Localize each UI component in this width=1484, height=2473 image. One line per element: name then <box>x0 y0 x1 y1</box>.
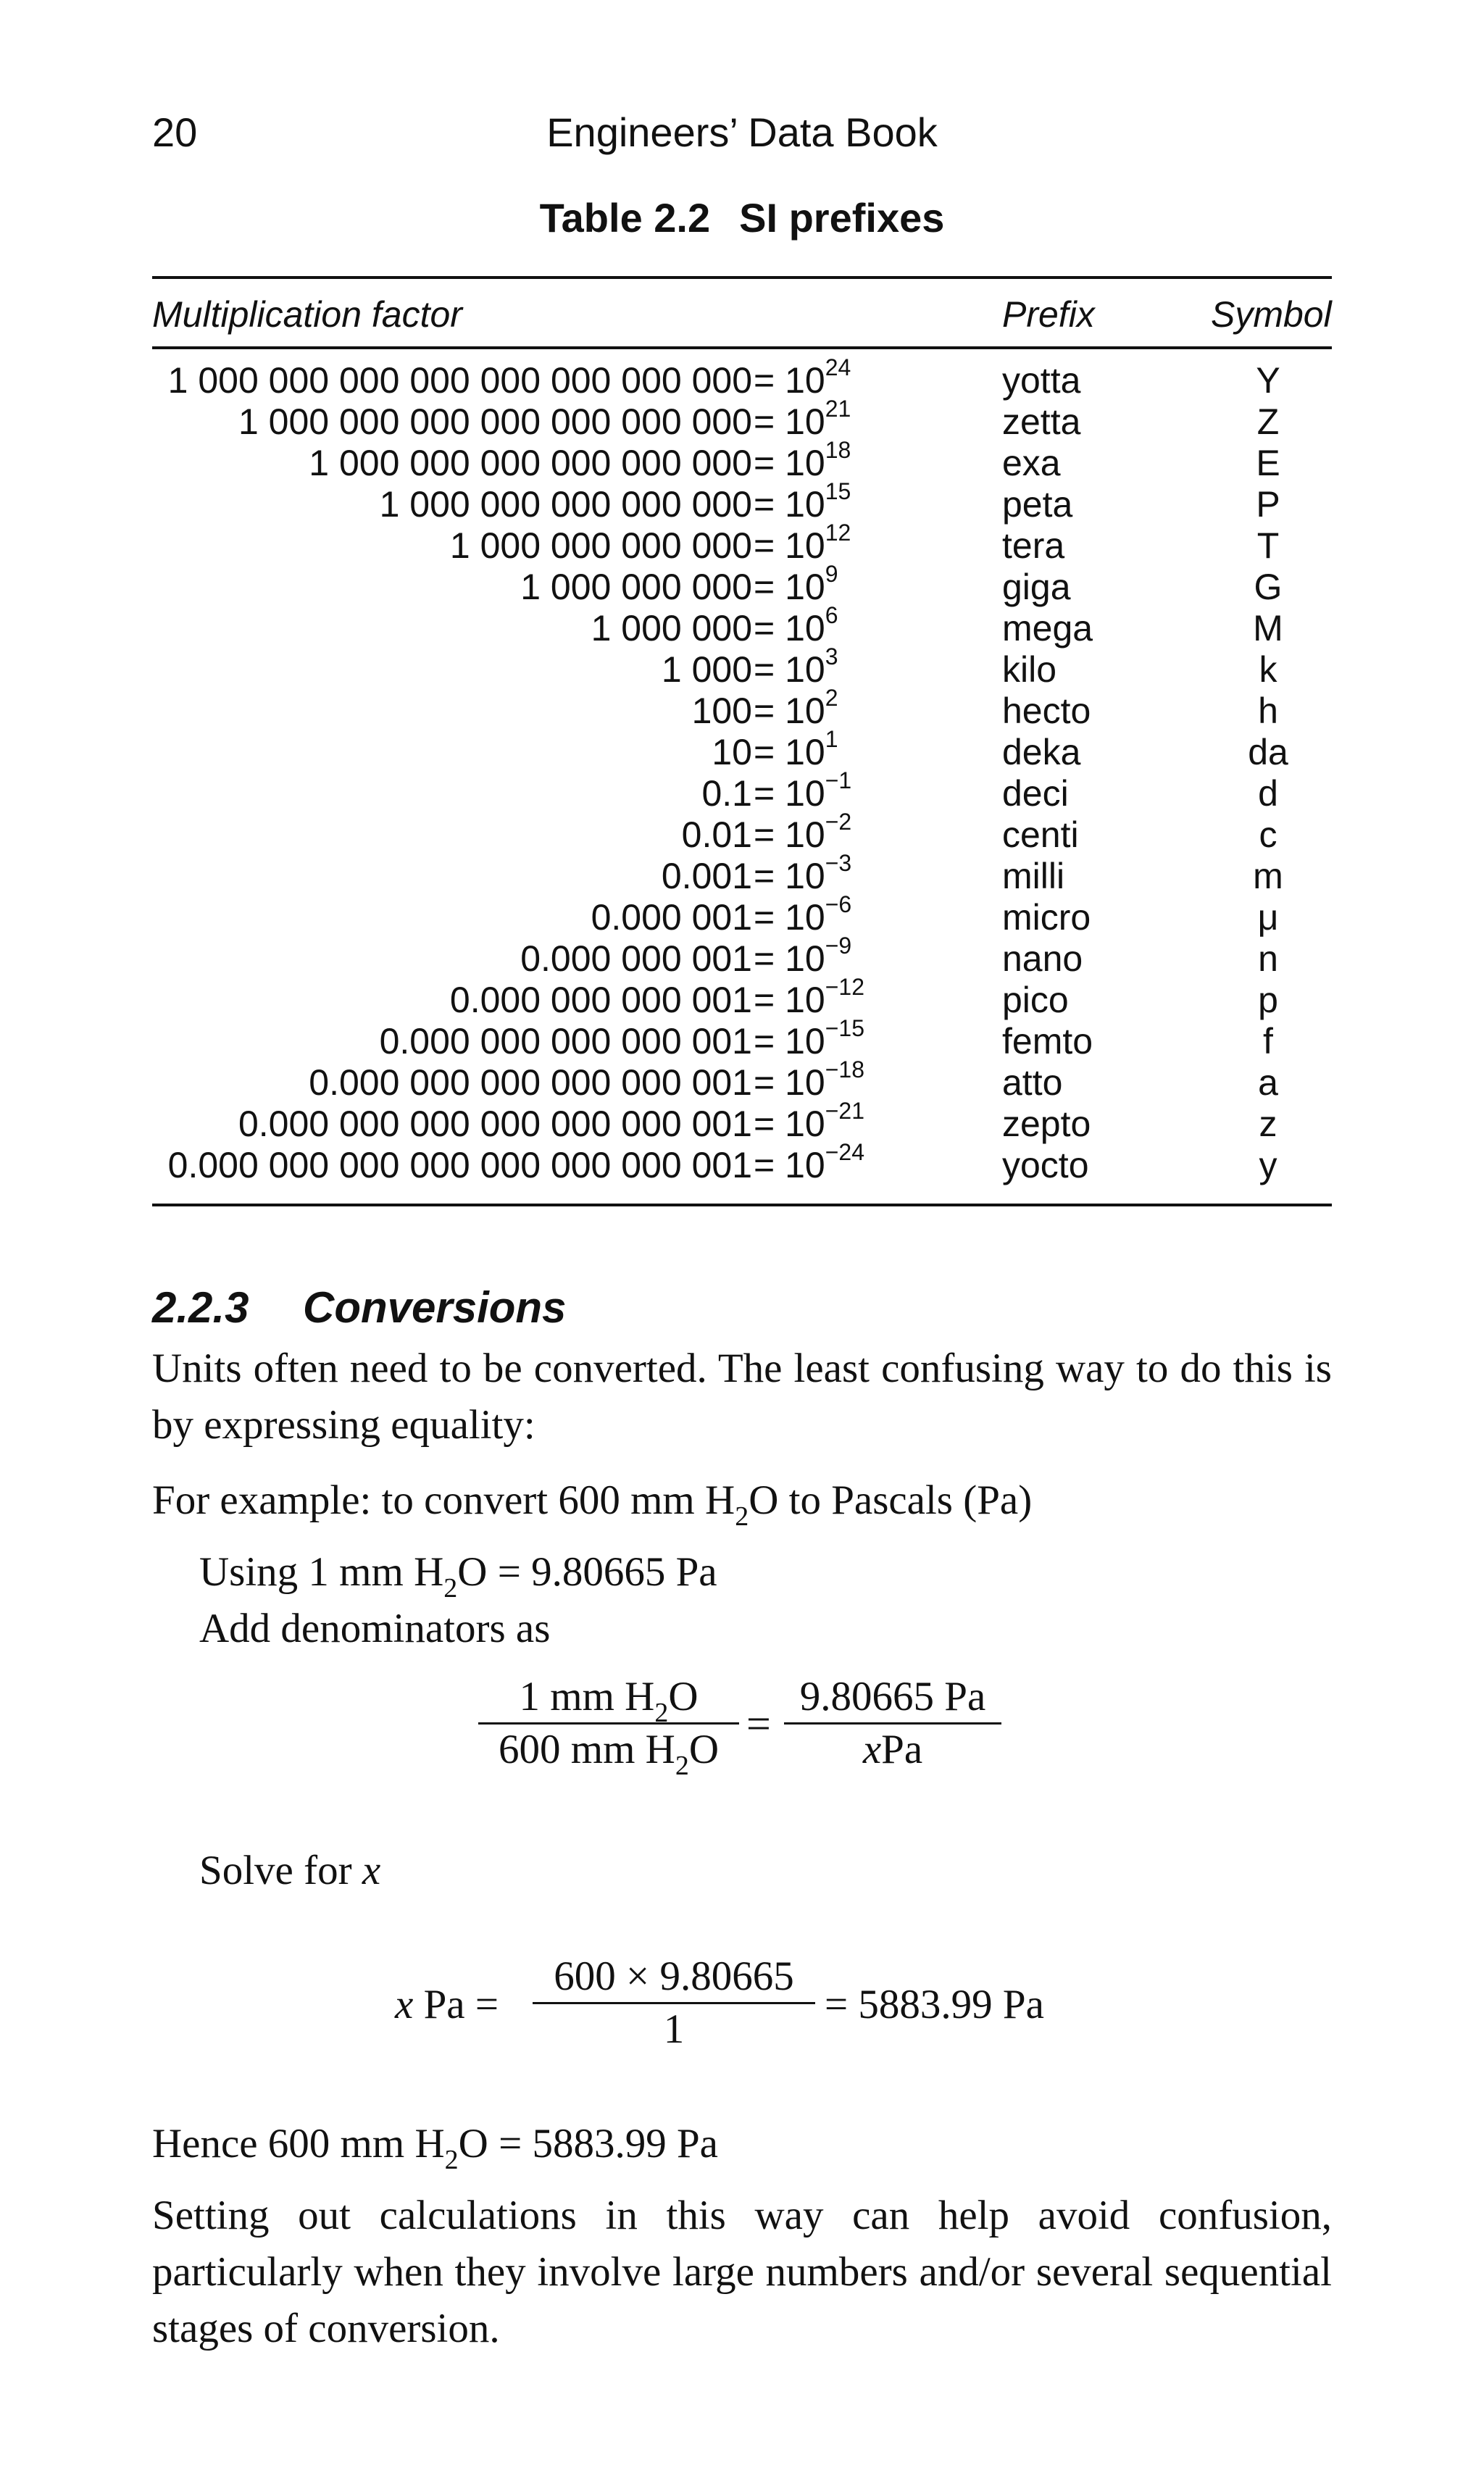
subscript-2: 2 <box>735 1501 749 1532</box>
hence-text-end: O = 5883.99 Pa <box>458 2121 718 2167</box>
section-number: 2.2.3 <box>152 1283 249 1332</box>
row-exponent: 1 <box>825 726 838 753</box>
row-symbol: E <box>1256 443 1280 483</box>
row-symbol: c <box>1259 814 1277 855</box>
table-row <box>0 767 1484 814</box>
section-heading <box>152 1283 566 1333</box>
using-line <box>199 1544 717 1604</box>
row-power: = $10^{18}$ <box>754 437 851 483</box>
equation1-right-denominator: xPa <box>862 1727 923 1772</box>
intro-paragraph: Units often need to be converted. The least confusing way to do this is by expressing equality: <box>152 1346 1332 1448</box>
row-power: = $10^2$ <box>754 685 838 731</box>
table-header-rule <box>152 346 1332 349</box>
row-symbol: n <box>1258 938 1278 979</box>
row-prefix: micro <box>1002 897 1091 938</box>
solve-line <box>199 1843 380 1899</box>
row-factor: 100 <box>691 691 752 731</box>
row-symbol: h <box>1258 691 1278 731</box>
row-power: = $10^{21}$ <box>754 396 851 442</box>
row-power: = $10^{-24}$ <box>754 1139 864 1185</box>
row-power: = $10^{-18}$ <box>754 1056 864 1103</box>
equals-sign: = <box>746 1700 771 1748</box>
row-factor: 0.001 <box>661 856 752 896</box>
row-exponent: −15 <box>825 1015 864 1042</box>
hence-line <box>152 2116 1332 2176</box>
row-factor: 1 000 000 000 000 000 000 <box>309 443 752 483</box>
subscript-2: 2 <box>444 2145 459 2176</box>
row-power: = $10^{12}$ <box>754 520 851 566</box>
table-row <box>0 1139 1484 1186</box>
table-row <box>0 891 1484 938</box>
hence-text-start: Hence 600 mm H <box>152 2121 445 2167</box>
row-factor: 0.000 000 000 000 001 <box>379 1021 752 1062</box>
row-factor: 0.1 <box>701 773 752 814</box>
row-power: = $10^3$ <box>754 643 838 690</box>
example-text-end: O to Pascals (Pa) <box>749 1477 1033 1523</box>
running-header <box>152 109 1332 174</box>
row-prefix: atto <box>1002 1062 1063 1103</box>
equation2-numerator: 600 × 9.80665 <box>554 1953 794 1999</box>
row-factor: 0.000 000 000 000 000 000 000 001 <box>167 1145 752 1185</box>
table-bottom-rule <box>152 1204 1332 1206</box>
column-header-prefix: Prefix <box>1002 294 1095 335</box>
row-power: = $10^{-9}$ <box>754 933 852 979</box>
column-header-factor: Multiplication factor <box>152 294 462 335</box>
row-prefix: pico <box>1002 980 1069 1020</box>
book-title: Engineers’ Data Book <box>546 109 938 155</box>
row-prefix: peta <box>1002 484 1073 525</box>
table-row <box>0 1015 1484 1062</box>
row-symbol: G <box>1254 567 1283 607</box>
row-exponent: −6 <box>825 891 852 918</box>
row-prefix: zetta <box>1002 401 1081 442</box>
table-row <box>0 478 1484 525</box>
row-factor: 0.000 001 <box>591 897 752 938</box>
row-prefix: centi <box>1002 814 1079 855</box>
row-symbol: p <box>1258 980 1278 1020</box>
row-exponent: −9 <box>825 933 852 959</box>
row-symbol: μ <box>1257 897 1279 938</box>
row-factor: 1 000 000 000 000 000 000 000 000 <box>167 360 752 401</box>
table-row <box>0 726 1484 773</box>
add-denominators-line: Add denominators as <box>199 1606 551 1651</box>
row-factor: 1 000 <box>661 649 752 690</box>
table-row <box>0 561 1484 608</box>
equation1-right-fraction <box>784 1672 1001 1775</box>
using-text-start: Using 1 mm H <box>199 1549 444 1595</box>
solve-variable: x <box>362 1848 381 1893</box>
row-exponent: −2 <box>825 809 852 835</box>
row-power: = $10^{-1}$ <box>754 767 852 814</box>
row-factor: 0.000 000 001 <box>520 938 752 979</box>
table-row <box>0 602 1484 649</box>
row-prefix: zepto <box>1002 1104 1091 1144</box>
row-symbol: y <box>1259 1145 1277 1185</box>
using-text-end: O = 9.80665 Pa <box>457 1549 717 1595</box>
table-top-rule <box>152 276 1332 279</box>
si-prefix-table-body <box>0 354 1484 1186</box>
row-exponent: −3 <box>825 850 852 877</box>
row-power: = $10^{-6}$ <box>754 891 852 938</box>
row-power: = $10^9$ <box>754 561 838 607</box>
row-symbol: M <box>1253 608 1283 649</box>
row-exponent: 3 <box>825 643 838 670</box>
row-power: = $10^{24}$ <box>754 354 851 401</box>
row-symbol: z <box>1259 1104 1277 1144</box>
equation2-lhs: x Pa = <box>395 1982 499 2027</box>
row-symbol: Y <box>1256 360 1280 401</box>
row-prefix: giga <box>1002 567 1071 607</box>
row-power: = $10^1$ <box>754 726 838 772</box>
table-row <box>0 643 1484 691</box>
row-symbol: da <box>1248 732 1288 772</box>
example-text-start: For example: to convert 600 mm H <box>152 1477 735 1523</box>
section-title: Conversions <box>303 1283 567 1332</box>
closing-paragraph: Setting out calculations in this way can help avoid confusion, particularly when they involve large numbers and/or several sequential stages of conversion. <box>152 2193 1332 2351</box>
row-prefix: hecto <box>1002 691 1091 731</box>
table-row <box>0 974 1484 1021</box>
row-exponent: −21 <box>825 1098 864 1125</box>
equation1-left-numerator: 1 mm $H_2O$ <box>519 1674 699 1729</box>
row-prefix: yotta <box>1002 360 1081 401</box>
row-exponent: 12 <box>825 520 851 546</box>
page-number: 20 <box>152 109 198 155</box>
row-exponent: 2 <box>825 685 838 712</box>
table-title: SI prefixes <box>739 195 945 241</box>
row-factor: 1 000 000 000 000 000 <box>379 484 752 525</box>
row-symbol: d <box>1258 773 1278 814</box>
row-power: = $10^{-3}$ <box>754 850 852 896</box>
row-exponent: 18 <box>825 437 851 464</box>
table-row <box>0 520 1484 567</box>
table-row <box>0 354 1484 401</box>
row-symbol: k <box>1259 649 1277 690</box>
row-prefix: deci <box>1002 773 1069 814</box>
row-exponent: −12 <box>825 974 864 1001</box>
row-factor: 0.000 000 000 000 000 001 <box>309 1062 752 1103</box>
table-row <box>0 933 1484 980</box>
row-factor: 0.01 <box>681 814 752 855</box>
equation1-left-denominator: 600 mm $H_2O$ <box>498 1727 719 1782</box>
row-exponent: 24 <box>825 354 851 381</box>
row-prefix: deka <box>1002 732 1081 772</box>
table-row <box>0 1056 1484 1104</box>
row-prefix: kilo <box>1002 649 1057 690</box>
row-symbol: a <box>1258 1062 1278 1103</box>
row-exponent: −1 <box>825 767 852 794</box>
table-row <box>0 809 1484 856</box>
row-exponent: 9 <box>825 561 838 588</box>
equation2-rhs: = 5883.99 Pa <box>825 1982 1044 2027</box>
table-label: Table 2.2 <box>539 195 711 241</box>
row-factor: 1 000 000 000 <box>520 567 752 607</box>
row-power: = $10^{-2}$ <box>754 809 852 855</box>
row-factor: 10 <box>712 732 752 772</box>
row-exponent: −18 <box>825 1056 864 1083</box>
row-prefix: tera <box>1002 525 1065 566</box>
row-power: = $10^{-12}$ <box>754 974 864 1020</box>
row-power: = $10^{-21}$ <box>754 1098 864 1144</box>
row-symbol: Z <box>1256 401 1280 442</box>
solve-text: Solve for <box>199 1848 362 1893</box>
row-factor: 1 000 000 000 000 <box>449 525 752 566</box>
row-symbol: T <box>1256 525 1280 566</box>
row-factor: 1 000 000 000 000 000 000 000 <box>238 401 752 442</box>
table-row <box>0 685 1484 732</box>
row-prefix: nano <box>1002 938 1083 979</box>
row-exponent: 6 <box>825 602 838 629</box>
table-row <box>0 396 1484 443</box>
row-exponent: 15 <box>825 478 851 505</box>
row-symbol: f <box>1263 1021 1273 1062</box>
row-factor: 0.000 000 000 000 000 000 001 <box>238 1104 752 1144</box>
equation1-left-fraction <box>478 1672 739 1782</box>
row-symbol: P <box>1256 484 1280 525</box>
table-caption <box>152 194 1332 241</box>
row-symbol: m <box>1253 856 1283 896</box>
equation1-right-numerator: 9.80665 Pa <box>799 1674 986 1719</box>
row-power: = $10^{-15}$ <box>754 1015 864 1062</box>
equation2-fraction <box>533 1951 815 2055</box>
row-prefix: mega <box>1002 608 1093 649</box>
row-prefix: milli <box>1002 856 1065 896</box>
row-power: = $10^{15}$ <box>754 478 851 525</box>
row-exponent: −24 <box>825 1139 864 1166</box>
example-line <box>152 1472 1332 1532</box>
row-prefix: exa <box>1002 443 1061 483</box>
table-row <box>0 437 1484 484</box>
row-prefix: yocto <box>1002 1145 1089 1185</box>
row-factor: 0.000 000 000 001 <box>449 980 752 1020</box>
subscript-2: 2 <box>443 1573 458 1604</box>
table-row <box>0 850 1484 897</box>
row-power: = $10^6$ <box>754 602 838 649</box>
row-factor: 1 000 000 <box>591 608 752 649</box>
column-header-symbol: Symbol <box>1211 294 1332 335</box>
equation2-denominator: 1 <box>663 2006 685 2052</box>
row-exponent: 21 <box>825 396 851 422</box>
row-prefix: femto <box>1002 1021 1093 1062</box>
table-row <box>0 1098 1484 1145</box>
